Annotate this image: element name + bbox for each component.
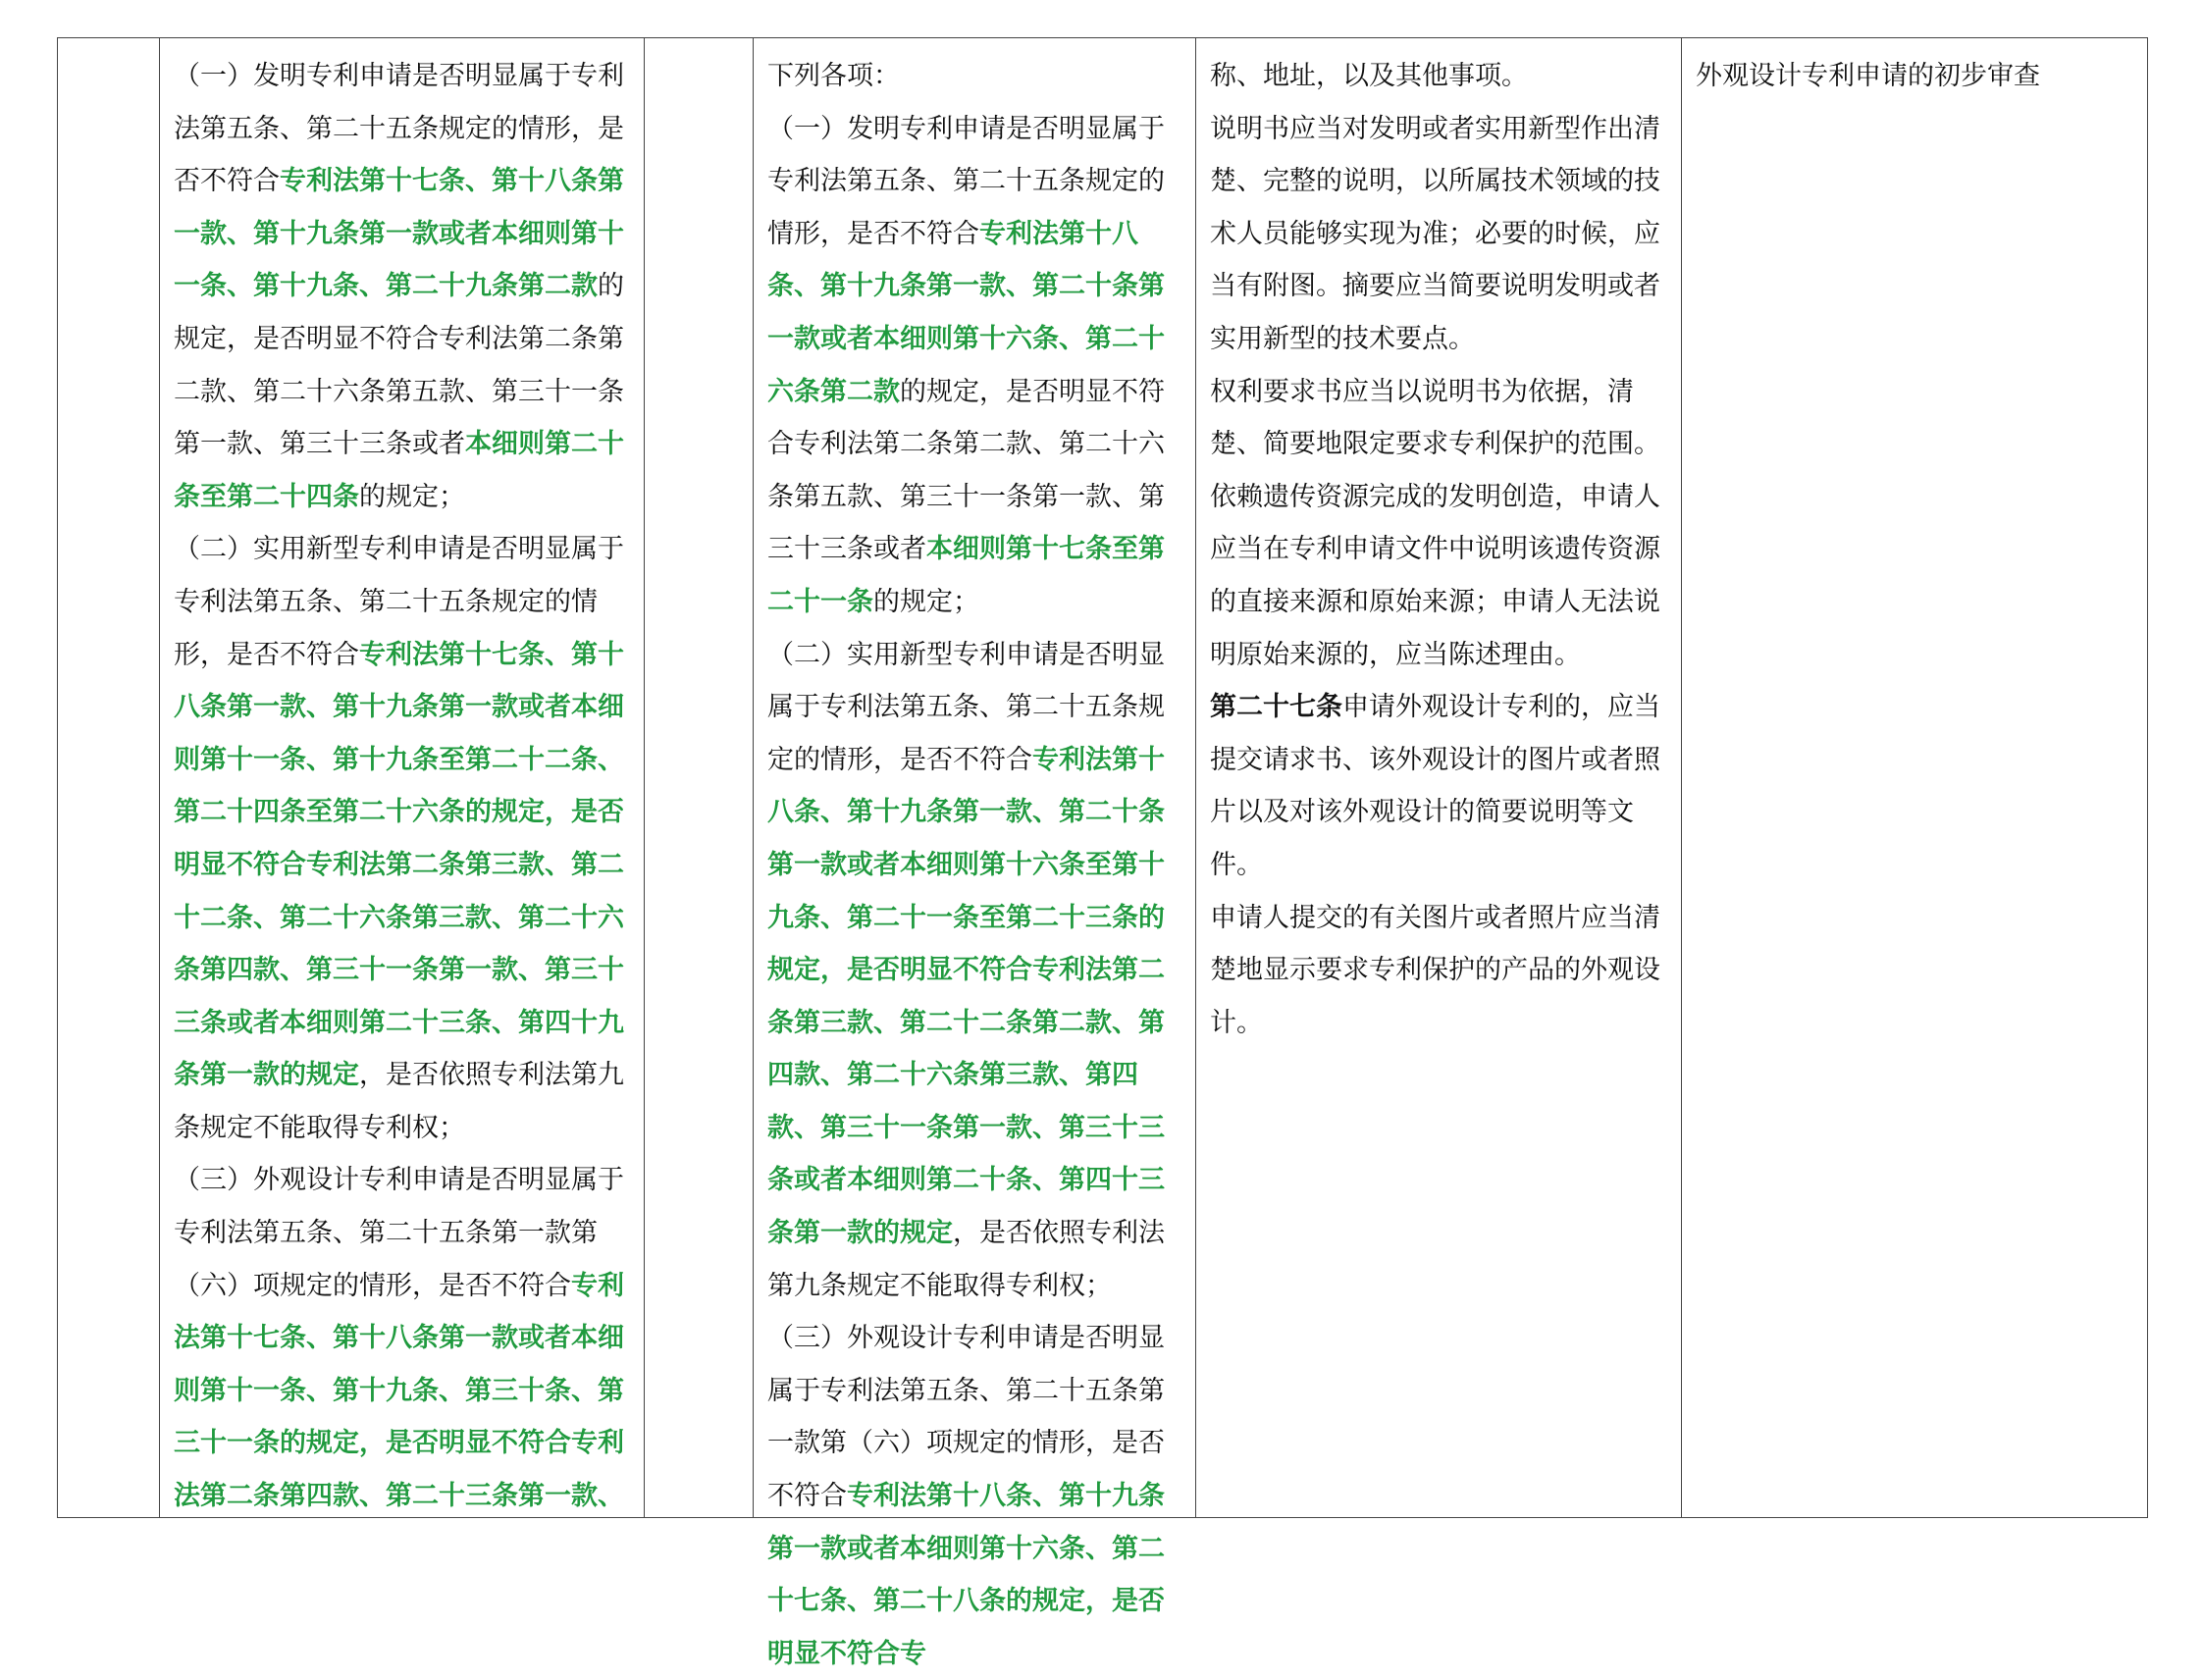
- paragraph: [174, 50, 630, 523]
- column-f-cell: [1682, 38, 2148, 1518]
- table-row: [58, 38, 2148, 1518]
- paragraph: [1210, 681, 1667, 891]
- highlighted-text-run: 专利法第十八条、第十九条第一款、第二十条第一款或者本细则第十六条至第十九条、第二十一条至第二十三条的规定，是否明显不符合专利法第二条第三款、第二十二条第二款、第四款、第二十六条第三款、第四款、第三十一条第一款、第三十三条或者本细则第二十条、第四十三条第一款的规定: [767, 744, 1165, 1249]
- highlighted-text-run: 专利法第十八条、第十九条第一款或者本细则第十六条、第二十七条、第二十八条的规定，是否明显不符合专: [767, 1481, 1165, 1669]
- column-e-text: [1210, 50, 1667, 1517]
- text-run: 外观设计专利申请的初步审查: [1696, 61, 2040, 91]
- paragraph: [1696, 50, 2133, 103]
- column-f-text: [1696, 50, 2133, 1517]
- text-run: 的规定；: [359, 481, 465, 512]
- highlighted-text-run: 本细则第二十条至第二十四条: [174, 429, 624, 512]
- text-run: （一）发明专利申请是否明显属于专利法第五条、第二十五条规定的情形，是否不符合: [767, 113, 1165, 249]
- text-run: （一）发明专利申请是否明显属于专利法第五条、第二十五条规定的情形，是否不符合: [174, 61, 624, 197]
- paragraph: [1210, 103, 1667, 366]
- text-run: 的规定；: [873, 586, 979, 617]
- paragraph: [174, 1154, 630, 1522]
- highlighted-text-run: 专利法第十七条、第十八条第一款或者本细则第十一条、第十九条、第三十条、第三十一条的规定，是否明显不符合专利法第二条第四款、第二十三条第一款、: [174, 1270, 624, 1512]
- highlighted-text-run: 专利法第十八条、第十九条第一款、第二十条第一款或者本细则第十六条、第二十六条第二款: [767, 218, 1165, 407]
- text-run: 申请外观设计专利的，应当提交请求书、该外观设计的图片或者照片以及对该外观设计的简要说明等文件。: [1210, 692, 1660, 880]
- text-run: 称、地址，以及其他事项。: [1210, 61, 1528, 91]
- text-run: （二）实用新型专利申请是否明显属于专利法第五条、第二十五条规定的情形，是否不符合: [767, 639, 1165, 775]
- text-run: 申请人提交的有关图片或者照片应当清楚地显示要求专利保护的产品的外观设计。: [1210, 902, 1660, 1038]
- article-number-run: 第二十七条: [1210, 692, 1342, 723]
- text-run: 权利要求书应当以说明书为依据，清楚、简要地限定要求专利保护的范围。: [1210, 376, 1660, 460]
- text-run: ，是否依照专利法第九条规定不能取得专利权；: [174, 1060, 624, 1143]
- column-c-cell: [645, 38, 754, 1518]
- text-run: 的规定，是否明显不符合专利法第二条第二款、第二十六条第五款、第三十一条第一款、第三十三条或者: [174, 271, 624, 460]
- text-run: （三）外观设计专利申请是否明显属于专利法第五条、第二十五条第一款第（六）项规定的情形，是否不符合: [767, 1323, 1165, 1512]
- text-run: 依赖遗传资源完成的发明创造，申请人应当在专利申请文件中说明该遗传资源的直接来源和原始来源；申请人无法说明原始来源的，应当陈述理由。: [1210, 481, 1660, 670]
- highlighted-text-run: 本细则第十七条至第二十一条: [767, 534, 1165, 617]
- comparison-table: [57, 37, 2148, 1669]
- paragraph: [1210, 366, 1667, 471]
- paragraph: [767, 103, 1181, 629]
- column-d-text: [767, 50, 1181, 1669]
- text-run: 下列各项：: [767, 61, 900, 91]
- text-run: 的规定，是否明显不符合专利法第二条第二款、第二十六条第五款、第三十一条第一款、第三十三条或者: [767, 376, 1165, 565]
- paragraph: [1210, 50, 1667, 103]
- paragraph: [1210, 471, 1667, 681]
- paragraph: [1210, 892, 1667, 1050]
- column-a-cell: [58, 38, 160, 1518]
- highlighted-text-run: 专利法第十七条、第十八条第一款、第十九条第一款或者本细则第十一条、第十九条至第二十二条、第二十四条至第二十六条的规定，是否明显不符合专利法第二条第三款、第二十二条、第二十六条第三款、第二十六条第四款、第三十一条第一款、第三十三条或者本细则第二十三条、第四十九条第一款的规定: [174, 639, 624, 1091]
- text-run: ，是否依照专利法第九条规定不能取得专利权；: [767, 1218, 1165, 1301]
- text-run: （二）实用新型专利申请是否明显属于专利法第五条、第二十五条规定的情形，是否不符合: [174, 534, 624, 670]
- column-d-cell: [754, 38, 1196, 1669]
- text-run: 说明书应当对发明或者实用新型作出清楚、完整的说明，以所属技术领域的技术人员能够实现为准；必要的时候，应当有附图。摘要应当简要说明发明或者实用新型的技术要点。: [1210, 113, 1660, 354]
- highlighted-text-run: 专利法第十七条、第十八条第一款、第十九条第一款或者本细则第十一条、第十九条、第二十九条第二款: [174, 166, 624, 302]
- column-e-cell: [1196, 38, 1682, 1518]
- column-b-cell: [160, 38, 645, 1518]
- paragraph: [767, 629, 1181, 1313]
- paragraph: [174, 523, 630, 1154]
- column-b-text: [174, 50, 630, 1517]
- text-run: （三）外观设计专利申请是否明显属于专利法第五条、第二十五条第一款第（六）项规定的情形，是否不符合: [174, 1165, 624, 1301]
- paragraph: [767, 1312, 1181, 1680]
- paragraph: [767, 50, 1181, 103]
